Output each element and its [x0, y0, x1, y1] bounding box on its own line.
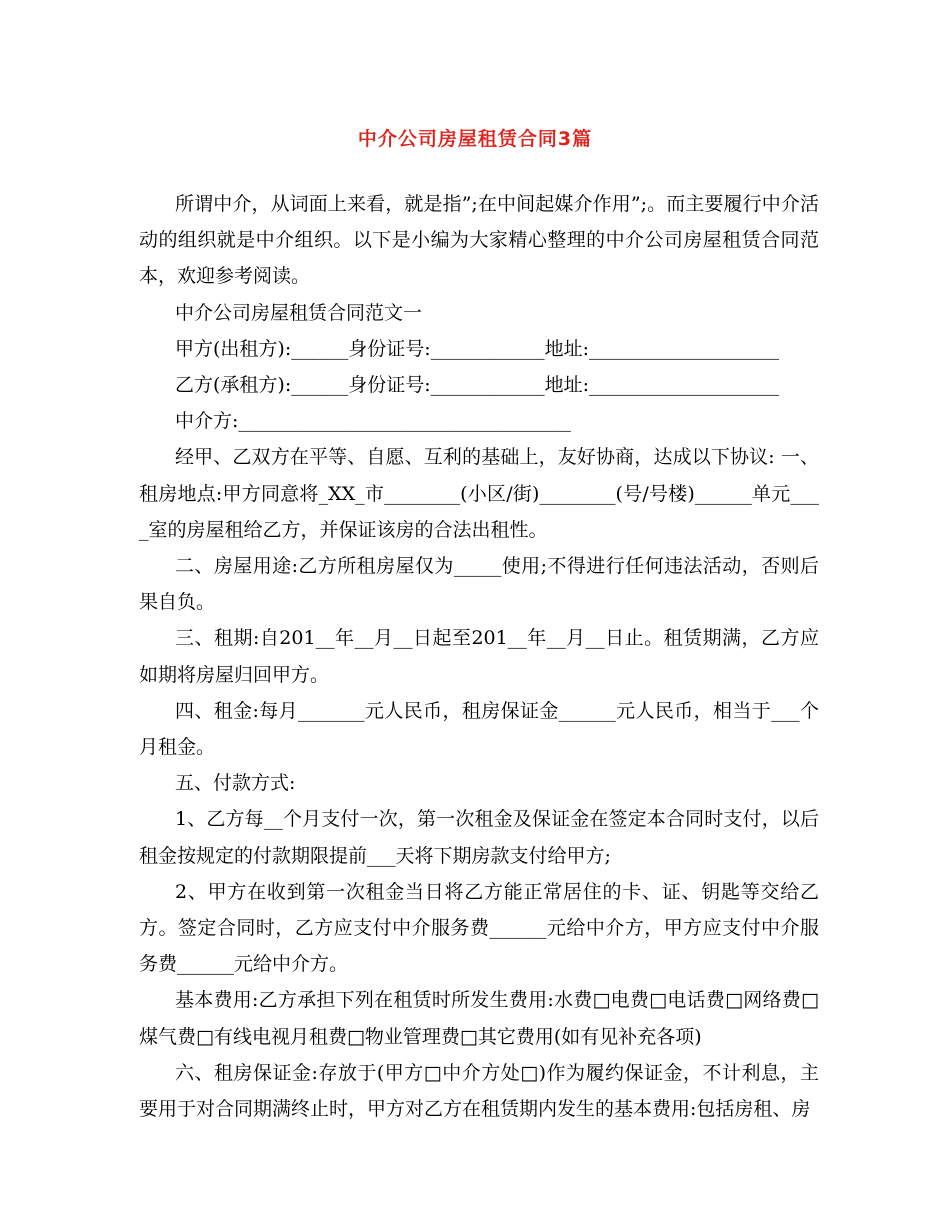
paragraph-agency: 中介方:___________________________________ [175, 410, 571, 433]
paragraph-location: 经甲、乙双方在平等、自愿、互利的基础上，友好协商，达成以下协议: 一、租房地点:甲方同意将_XX_市________(小区/街)________(号/号楼)______单元____室的房屋租给乙方，并保证该房的合法出租性。 [139, 446, 819, 541]
paragraph-deposit: 六、租房保证金:存放于(甲方□中介方处□)作为履约保证金，不计利息，主要用于对合同期满终止时，甲方对乙方在租赁期内发生的基本费用:包括房租、房 [139, 1061, 819, 1121]
paragraph-intro: 所谓中介，从词面上来看，就是指”;在中间起媒介作用”;。而主要履行中介活动的组织就是中介组织。以下是小编为大家精心整理的中介公司房屋租赁合同范本，欢迎参考阅读。 [139, 193, 819, 288]
paragraph-term: 三、租期:自201__年__月__日起至201__年__月__日止。租赁期满，乙方应如期将房屋归回甲方。 [139, 627, 819, 686]
paragraph-party-a: 甲方(出租方):______身份证号:____________地址:____________________ [175, 337, 780, 360]
paragraph-payment-2: 2、甲方在收到第一次租金当日将乙方能正常居住的卡、证、钥匙等交给乙方。签定合同时，乙方应支付中介服务费______元给中介方，甲方应支付中介服务费______元给中介方。 [139, 880, 819, 976]
paragraph-payment-heading: 五、付款方式: [175, 772, 296, 795]
paragraph-contract-heading: 中介公司房屋租赁合同范文一 [175, 301, 423, 324]
document-body [139, 186, 819, 1127]
document-title: 中介公司房屋租赁合同3篇 [357, 128, 593, 150]
paragraph-basic-fees: 基本费用:乙方承担下列在租赁时所发生费用:水费□电费□电话费□网络费□煤气费□有线电视月租费□物业管理费□其它费用(如有见补充各项) [139, 989, 819, 1048]
paragraph-party-b: 乙方(承租方):______身份证号:____________地址:____________________ [175, 374, 780, 397]
paragraph-payment-1: 1、乙方每__个月支付一次，第一次租金及保证金在签定本合同时支付，以后租金按规定的付款期限提前___天将下期房款支付给甲方; [139, 808, 819, 867]
paragraph-usage: 二、房屋用途:乙方所租房屋仅为_____使用;不得进行任何违法活动，否则后果自负。 [139, 555, 819, 614]
paragraph-rent: 四、租金:每月_______元人民币，租房保证金______元人民币，相当于___个月租金。 [139, 699, 819, 759]
